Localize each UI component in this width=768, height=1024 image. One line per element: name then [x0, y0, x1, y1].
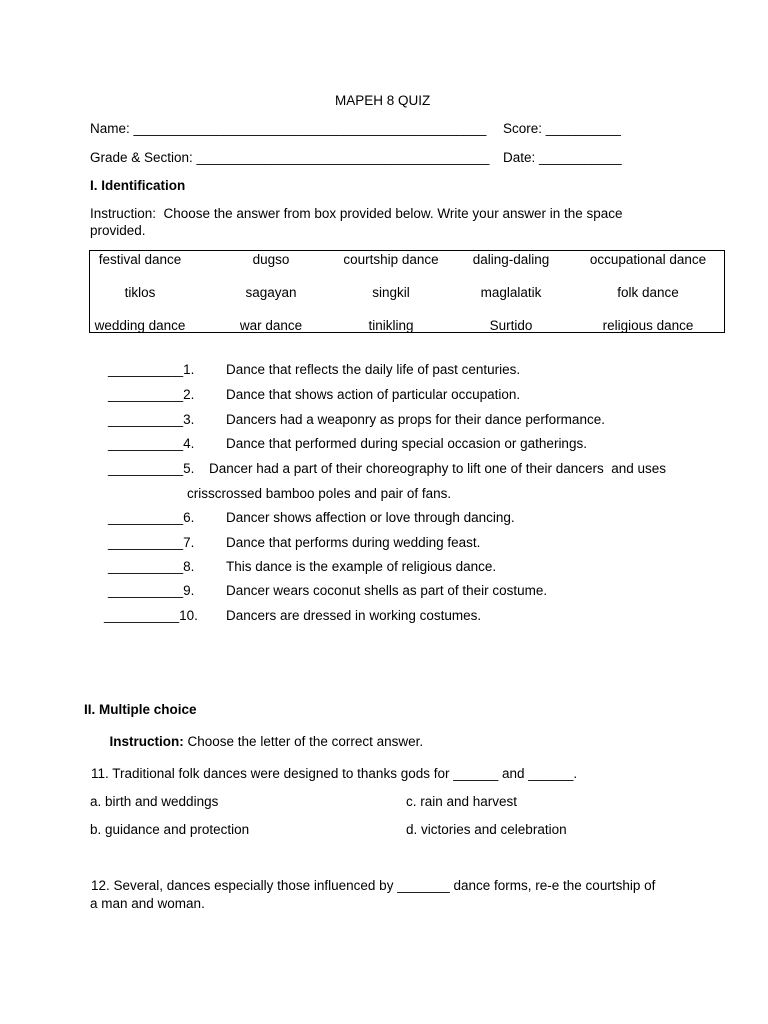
item-text: Dancer shows affection or love through dancing. [226, 510, 515, 525]
question-11: 11. Traditional folk dances were designed to thanks gods for ______ and ______. [91, 766, 578, 781]
multiple-choice-heading: II. Multiple choice [84, 702, 197, 717]
choice-courtship-dance: courtship dance [343, 252, 439, 267]
item-text: Dancers are dressed in working costumes. [226, 608, 482, 623]
choice-wedding-dance: wedding dance [94, 318, 186, 333]
q11-option-a[interactable]: a. birth and weddings [90, 794, 219, 809]
choice-religious-dance: religious dance [602, 318, 694, 333]
choice-occupational-dance: occupational dance [589, 252, 707, 267]
instruction-text: Choose the letter of the correct answer. [183, 733, 424, 749]
identification-heading: I. Identification [90, 178, 186, 193]
answer-blank-3[interactable]: __________3. [108, 412, 195, 427]
answer-blank-1[interactable]: __________1. [108, 362, 195, 377]
choice-folk-dance: folk dance [617, 285, 679, 300]
answer-blank-10[interactable]: __________9. [108, 583, 195, 598]
answer-choice-box [89, 250, 725, 333]
item-text: Dance that performed during special occasion or gatherings. [226, 436, 587, 451]
answer-blank-4[interactable]: __________4. [108, 436, 195, 451]
answer-blank-11[interactable]: __________10. [104, 608, 198, 623]
choice-tiklos: tiklos [124, 285, 156, 300]
answer-blank-9[interactable]: __________8. [108, 559, 195, 574]
answer-blank-8[interactable]: __________7. [108, 535, 195, 550]
choice-dugso: dugso [252, 252, 290, 267]
choice-maglalatik: maglalatik [480, 285, 542, 300]
question-12-line-2: a man and woman. [90, 896, 205, 911]
choice-singkil: singkil [372, 285, 410, 300]
choice-festival-dance: festival dance [98, 252, 182, 267]
q11-option-d[interactable]: d. victories and celebration [406, 822, 567, 837]
item-text: This dance is the example of religious dance. [226, 559, 497, 574]
answer-blank-5[interactable]: __________5. [108, 461, 195, 476]
item-text: crisscrossed bamboo poles and pair of fans. [187, 486, 452, 501]
choice-sagayan: sagayan [245, 285, 297, 300]
item-text: Dancer wears coconut shells as part of their costume. [226, 583, 548, 598]
date-field[interactable]: Date: ___________ [503, 150, 622, 165]
q11-option-c[interactable]: c. rain and harvest [406, 794, 518, 809]
answer-blank-2[interactable]: __________2. [108, 387, 195, 402]
instruction-line-2: provided. [90, 223, 146, 238]
question-12-line-1: 12. Several, dances especially those influenced by _______ dance forms, re-e the courtship of [91, 878, 656, 893]
item-text: Dancer had a part of their choreography to lift one of their dancers and uses [209, 461, 667, 476]
item-text: Dance that reflects the daily life of past centuries. [226, 362, 521, 377]
q11-option-b[interactable]: b. guidance and protection [90, 822, 250, 837]
quiz-title: MAPEH 8 QUIZ [335, 93, 431, 108]
grade-section-field[interactable]: Grade & Section: _______________________________________ [90, 150, 490, 165]
multiple-choice-instruction [102, 721, 423, 748]
choice-tinikling: tinikling [368, 318, 414, 333]
choice-daling-daling: daling-daling [472, 252, 550, 267]
score-field[interactable]: Score: __________ [503, 121, 621, 136]
item-text: Dance that shows action of particular occupation. [226, 387, 521, 402]
instruction-label: Instruction: [109, 733, 184, 749]
instruction-line-1: Instruction: Choose the answer from box provided below. Write your answer in the space [90, 206, 623, 221]
answer-blank-7[interactable]: __________6. [108, 510, 195, 525]
item-text: Dancers had a weaponry as props for their dance performance. [226, 412, 605, 427]
choice-surtido: Surtido [489, 318, 533, 333]
item-text: Dance that performs during wedding feast. [226, 535, 481, 550]
choice-war-dance: war dance [239, 318, 303, 333]
name-field[interactable]: Name: _______________________________________________ [90, 121, 487, 136]
